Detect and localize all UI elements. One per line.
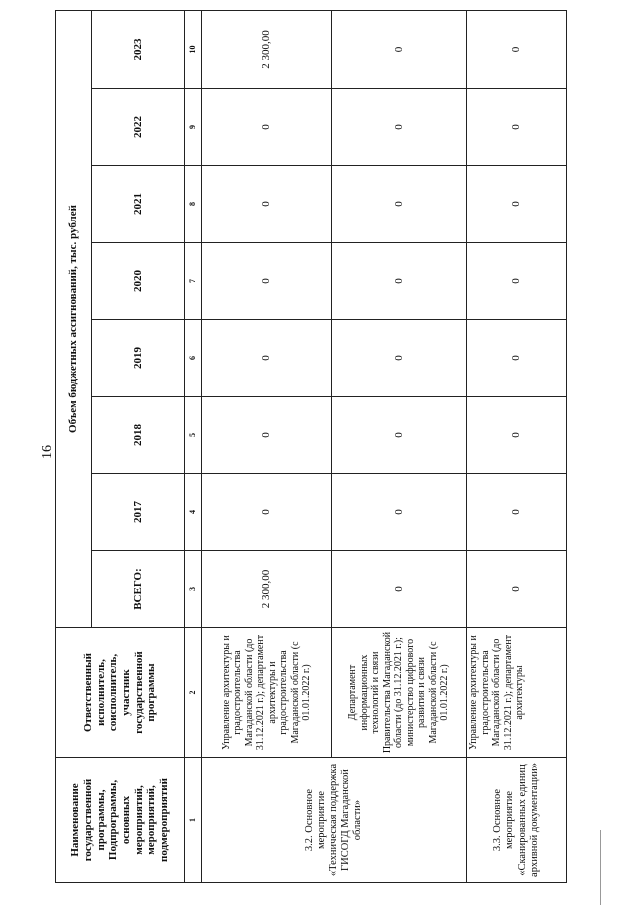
header-year: 2017 [92, 474, 185, 551]
column-number: 4 [185, 474, 202, 551]
column-number: 3 [185, 551, 202, 628]
value-cell: 0 [467, 474, 567, 551]
table-row [202, 10, 332, 882]
value-cell: 2 300,00 [202, 10, 332, 88]
header-year: 2022 [92, 89, 185, 166]
value-cell: 0 [332, 397, 467, 474]
header-year: 2018 [92, 397, 185, 474]
value-cell: 0 [467, 397, 567, 474]
value-cell: 0 [467, 166, 567, 243]
page-number: 16 [40, 445, 55, 459]
value-cell: 0 [202, 166, 332, 243]
value-cell: 0 [202, 474, 332, 551]
value-cell: 0 [332, 166, 467, 243]
value-cell: 0 [332, 89, 467, 166]
header-year: 2019 [92, 320, 185, 397]
value-cell: 0 [467, 10, 567, 88]
header-year: 2021 [92, 166, 185, 243]
rotated-page-content [55, 11, 563, 883]
column-number: 10 [185, 10, 202, 88]
value-cell: 0 [202, 397, 332, 474]
value-cell: 0 [332, 474, 467, 551]
header-total: ВСЕГО: [92, 551, 185, 628]
value-total: 2 300,00 [202, 551, 332, 628]
value-cell: 0 [467, 320, 567, 397]
budget-allocation-table [55, 10, 567, 883]
header-responsible: Ответственный исполнитель, соисполнитель, участник государственной программы [56, 628, 185, 758]
value-total: 0 [467, 551, 567, 628]
column-number: 7 [185, 243, 202, 320]
header-year: 2023 [92, 10, 185, 88]
column-number: 2 [185, 628, 202, 758]
value-cell: 0 [467, 243, 567, 320]
responsible-executor: Управление архитектуры и градостроительства Магаданской области (до 31.12.2021 г.); департамент архитектуры [467, 628, 567, 758]
column-number: 9 [185, 89, 202, 166]
value-cell: 0 [467, 89, 567, 166]
activity-name: 3.3. Основное мероприятие «Сканированных единиц архивной документации» [467, 758, 567, 883]
responsible-executor: Департамент информационных технологий и связи Правительства Магаданской области (до 31.12.2021 г.); министерство цифрового развития и связи Магаданской области (с 01.01.2022 г.) [332, 628, 467, 758]
header-year: 2020 [92, 243, 185, 320]
header-budget-group: Объем бюджетных ассигнований, тыс. рублей [56, 10, 92, 627]
activity-name: 3.2. Основное мероприятие «Техническая поддержка ГИСОГД Магаданской области» [202, 758, 467, 883]
value-cell: 0 [202, 243, 332, 320]
column-number: 1 [185, 758, 202, 883]
header-name: Наименование государственной программы, Подпрограммы, основных мероприятий, мероприятий, подмероприятий [56, 758, 185, 883]
column-number: 5 [185, 397, 202, 474]
value-cell: 0 [202, 89, 332, 166]
column-number: 6 [185, 320, 202, 397]
table-row [332, 10, 467, 882]
table-row [467, 10, 567, 882]
column-number-row [185, 10, 202, 882]
value-cell: 0 [332, 10, 467, 88]
responsible-executor: Управление архитектуры и градостроительства Магаданской области (до 31.12.2021 г.); департамент архитектуры и градостроительства Магаданской области (с 01.01.2022 г.) [202, 628, 332, 758]
scan-edge-line [600, 830, 613, 905]
value-cell: 0 [202, 320, 332, 397]
value-total: 0 [332, 551, 467, 628]
value-cell: 0 [332, 243, 467, 320]
value-cell: 0 [332, 320, 467, 397]
column-number: 8 [185, 166, 202, 243]
